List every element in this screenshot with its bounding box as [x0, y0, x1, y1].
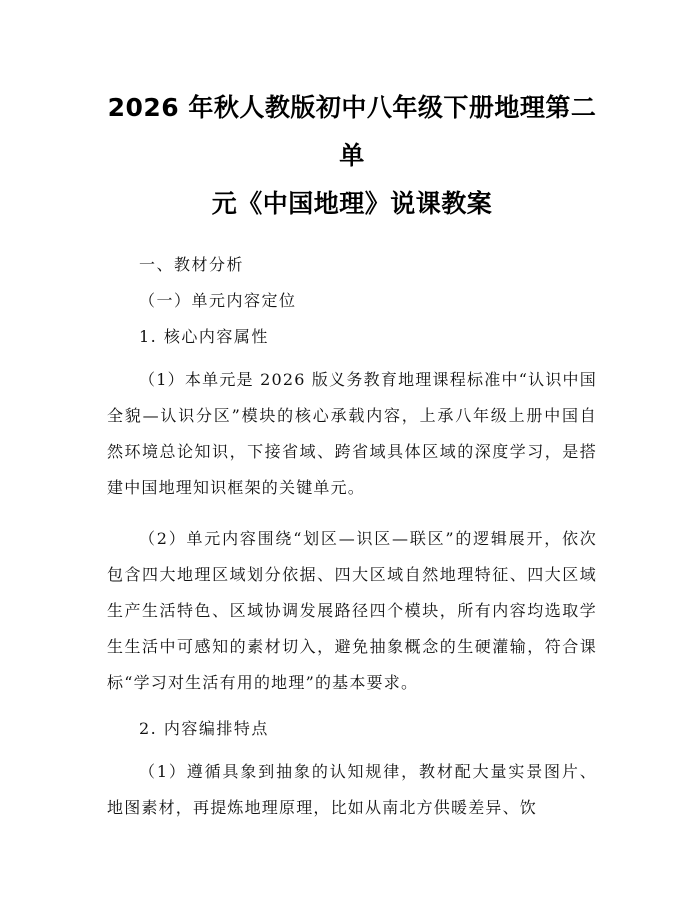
- paragraph-1: （1）本单元是 2026 版义务教育地理课程标准中“认识中国全貌—认识分区”模块的核心承载内容，上承八年级上册中国自然环境总论知识，下接省域、跨省域具体区域的深度学习，是搭建中国地理知识框架的关键单元。: [107, 370, 597, 497]
- section-heading: 一、教材分析: [139, 255, 245, 274]
- paragraph-2: （2）单元内容围绕“划区—识区—联区”的逻辑展开，依次包含四大地理区域划分依据、四大区域自然地理特征、四大区域生产生活特色、区域协调发展路径四个模块，所有内容均选取学生生活中可感知的素材切入，避免抽象概念的生硬灌输，符合课标“学习对生活有用的地理”的基本要求。: [107, 529, 597, 692]
- document-title: [107, 84, 597, 228]
- item-heading-2: 2. 内容编排特点: [139, 719, 269, 738]
- paragraph-3: （1）遵循具象到抽象的认知规律，教材配大量实景图片、地图素材，再提炼地理原理，比如从南北方供暖差异、饮: [107, 762, 597, 817]
- item-heading: 1. 核心内容属性: [139, 327, 269, 346]
- title-line-2: 元《中国地理》说课教案: [211, 189, 493, 218]
- title-line-1: 2026 年秋人教版初中八年级下册地理第二单: [107, 93, 597, 170]
- document-body: [107, 254, 597, 826]
- subsection-heading: （一）单元内容定位: [139, 291, 297, 310]
